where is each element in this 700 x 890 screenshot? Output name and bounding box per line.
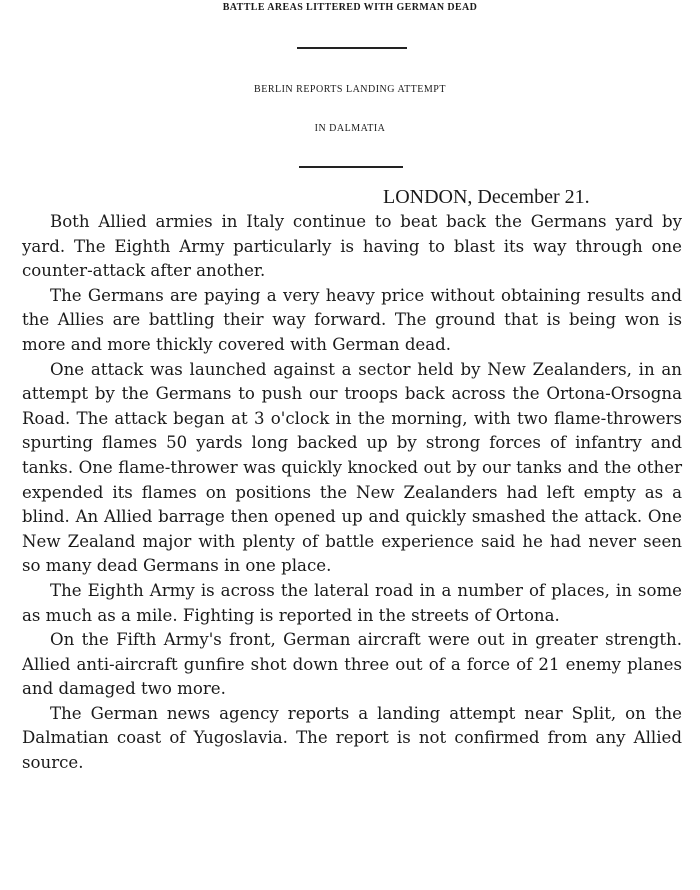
headline-divider bbox=[297, 47, 407, 49]
subheadline-line-2: IN DALMATIA bbox=[314, 123, 386, 134]
article-paragraph: The German news agency reports a landing attempt near Split, on the Dalmatian coast of Yugoslavia. The report is not confirmed from any Allied source. bbox=[22, 703, 682, 773]
subheadline-line-1: BERLIN REPORTS LANDING ATTEMPT bbox=[254, 84, 446, 95]
article-paragraph: The Germans are paying a very heavy price without obtaining results and the Allies are battling their way forward. The ground that is being won is more and more thickly covered with German dead. bbox=[22, 285, 682, 354]
dateline: LONDON, December 21. bbox=[383, 186, 590, 208]
article-paragraph: On the Fifth Army's front, German aircraft were out in greater strength. Allied anti-aircraft gunfire shot down three out of a force of 21 enemy planes and damaged two more. bbox=[22, 630, 682, 699]
article-body bbox=[22, 210, 682, 776]
subheadline-divider bbox=[299, 166, 403, 168]
article-paragraph: One attack was launched against a sector held by New Zealanders, in an attempt by the Germans to push our troops back across the Ortona-Orsogna Road. The attack began at 3 o'clock in the morning, with two flame-throwers spurting flames 50 yards long backed up by strong forces of infantry and tanks. One flame-thrower was quickly knocked out by our tanks and the other expended its flames on positions the New Zealanders had left empty as a blind. An Allied barrage then opened up and quickly smashed the attack. One New Zealand major with plenty of battle experience said he had never seen so many dead Germans in one place. bbox=[22, 359, 682, 576]
article-paragraph: Both Allied armies in Italy continue to beat back the Germans yard by yard. The Eighth Army particularly is having to blast its way through one counter-attack after another. bbox=[22, 212, 682, 281]
headline: BATTLE AREAS LITTERED WITH GERMAN DEAD bbox=[222, 2, 478, 13]
article-paragraph: The Eighth Army is across the lateral road in a number of places, in some as much as a mile. Fighting is reported in the streets of Ortona. bbox=[22, 580, 682, 625]
